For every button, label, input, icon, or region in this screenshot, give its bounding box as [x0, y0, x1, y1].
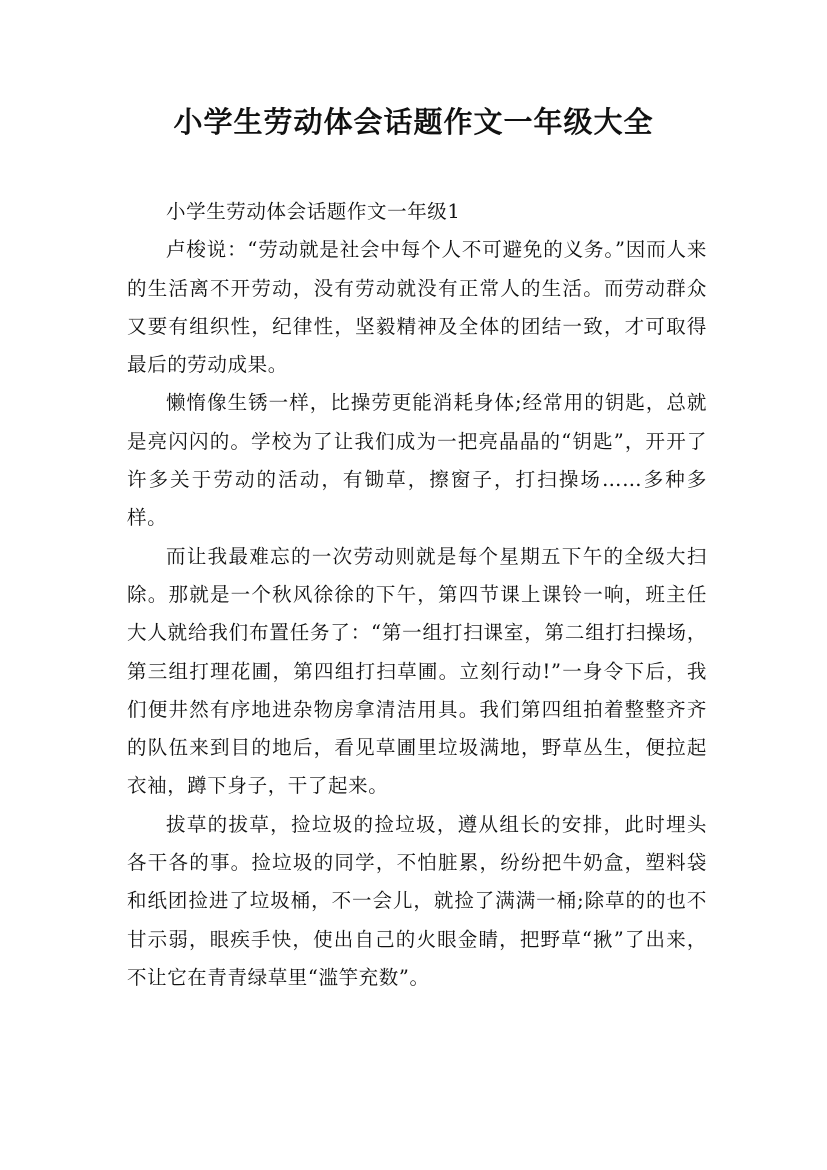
paragraph: 拔草的拔草，捡垃圾的捡垃圾，遵从组长的安排，此时埋头各干各的事。捡垃圾的同学，不怕脏累，纷纷把牛奶盒，塑料袋和纸团捡进了垃圾桶，不一会儿，就捡了满满一桶;除草的的也不甘示弱，眼疾手快，使出自己的火眼金睛，把野草“揪”了出来，不让它在青青绿草里“滥竽充数”。 [127, 812, 707, 989]
paragraph: 卢梭说：“劳动就是社会中每个人不可避免的义务。”因而人来的生活离不开劳动，没有劳动就没有正常人的生活。而劳动群众又要有组织性，纪律性，坚毅精神及全体的团结一致，才可取得最后的劳动成果。 [127, 238, 707, 377]
document-body [127, 193, 707, 997]
document-title: 小学生劳动体会话题作文一年级大全 [173, 105, 654, 139]
essay-subtitle: 小学生劳动体会话题作文一年级1 [166, 200, 461, 223]
paragraph: 而让我最难忘的一次劳动则就是每个星期五下午的全级大扫除。那就是一个秋风徐徐的下午，第四节课上课铃一响，班主任大人就给我们布置任务了：“第一组打扫课室，第二组打扫操场，第三组打理花圃，第四组打扫草圃。立刻行动!”一身令下后，我们便井然有序地进杂物房拿清洁用具。我们第四组拍着整整齐齐的队伍来到目的地后，看见草圃里垃圾满地，野草丛生，便拉起衣袖，蹲下身子，干了起来。 [127, 544, 707, 798]
paragraph: 懒惰像生锈一样，比操劳更能消耗身体;经常用的钥匙，总就是亮闪闪的。学校为了让我们成为一把亮晶晶的“钥匙”，开开了许多关于劳动的活动，有锄草，擦窗子，打扫操场……多种多样。 [127, 391, 707, 530]
